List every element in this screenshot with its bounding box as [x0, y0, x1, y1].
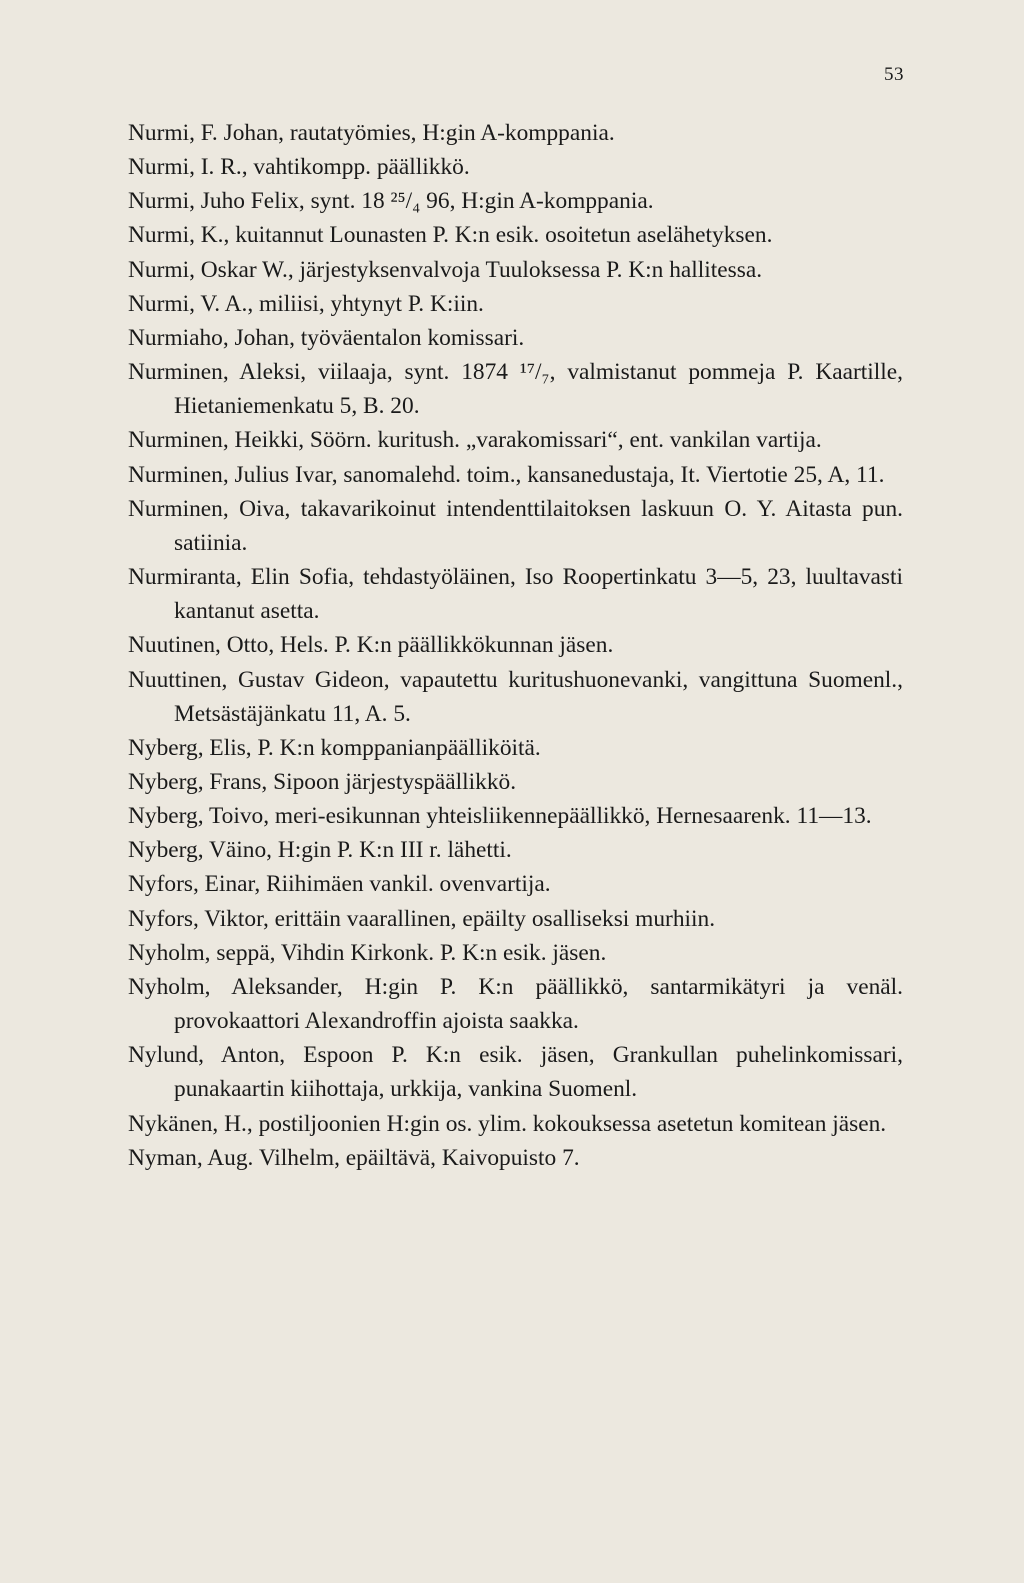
- list-item: Nyberg, Väino, H:gin P. K:n III r. lähetti.: [128, 837, 512, 864]
- list-item: Nurmiranta, Elin Sofia, tehdastyöläinen, Iso Roopertinkatu 3—5, 23, luultavasti kantanut asetta.: [128, 564, 903, 625]
- list-item: Nurminen, Aleksi, viilaaja, synt. 1874 ¹⁷/₇, valmistanut pommeja P. Kaartille, Hietaniemenkatu 5, B. 20.: [128, 359, 903, 420]
- list-item: Nurmi, Oskar W., järjestyksenvalvoja Tuuloksessa P. K:n hallitessa.: [128, 256, 763, 283]
- list-item: Nuutinen, Otto, Hels. P. K:n päällikkökunnan jäsen.: [128, 632, 614, 659]
- list-item: Nurmiaho, Johan, työväentalon komissari.: [128, 324, 525, 351]
- list-item: Nykänen, H., postiljoonien H:gin os. ylim. kokouksessa asetetun komitean jäsen.: [128, 1110, 887, 1137]
- list-item: Nyholm, Aleksander, H:gin P. K:n päällikkö, santarmikätyri ja venäl. provokaattori Alexandroffin ajoista saakka.: [128, 973, 903, 1035]
- list-item: Nyfors, Viktor, erittäin vaarallinen, epäilty osalliseksi murhiin.: [128, 905, 716, 932]
- list-item: Nyfors, Einar, Riihimäen vankil. ovenvartija.: [128, 871, 551, 898]
- list-item: Nurmi, I. R., vahtikompp. päällikkö.: [128, 154, 470, 181]
- list-item: Nyberg, Frans, Sipoon järjestyspäällikkö.: [128, 768, 517, 795]
- list-item: Nurminen, Julius Ivar, sanomalehd. toim., kansanedustaja, It. Viertotie 25, A, 11.: [128, 461, 885, 488]
- list-item: Nyberg, Elis, P. K:n komppanianpäälliköitä.: [128, 734, 541, 761]
- list-item: Nuuttinen, Gustav Gideon, vapautettu kuritushuonevanki, vangittuna Suomenl., Metsästäjänkatu 11, A. 5.: [128, 666, 903, 727]
- list-item: Nurminen, Oiva, takavarikoinut intendenttilaitoksen laskuun O. Y. Aitasta pun. satiinia.: [128, 495, 903, 556]
- list-item: Nyman, Aug. Vilhelm, epäiltävä, Kaivopuisto 7.: [128, 1144, 580, 1171]
- list-item: Nurmi, Juho Felix, synt. 18 ²⁵/₄ 96, H:gin A-komppania.: [128, 188, 654, 215]
- list-item: Nurmi, F. Johan, rautatyömies, H:gin A-komppania.: [128, 120, 615, 146]
- list-item: Nyholm, seppä, Vihdin Kirkonk. P. K:n esik. jäsen.: [128, 939, 607, 966]
- list-item: Nurminen, Heikki, Söörn. kuritush. „varakomissari“, ent. vankilan vartija.: [128, 427, 822, 454]
- list-item: Nurmi, V. A., miliisi, yhtynyt P. K:iin.: [128, 290, 484, 317]
- page-number: 53: [884, 64, 904, 85]
- list-item: Nurmi, K., kuitannut Lounasten P. K:n esik. osoitetun aselähetyksen.: [128, 222, 773, 249]
- list-item: Nylund, Anton, Espoon P. K:n esik. jäsen, Grankullan puhelinkomissari, punakaartin kiihottaja, urkkija, vankina Suomenl.: [128, 1042, 903, 1103]
- list-item: Nyberg, Toivo, meri-esikunnan yhteisliikennepäällikkö, Hernesaarenk. 11—13.: [128, 803, 872, 830]
- entry-list: [128, 116, 903, 1175]
